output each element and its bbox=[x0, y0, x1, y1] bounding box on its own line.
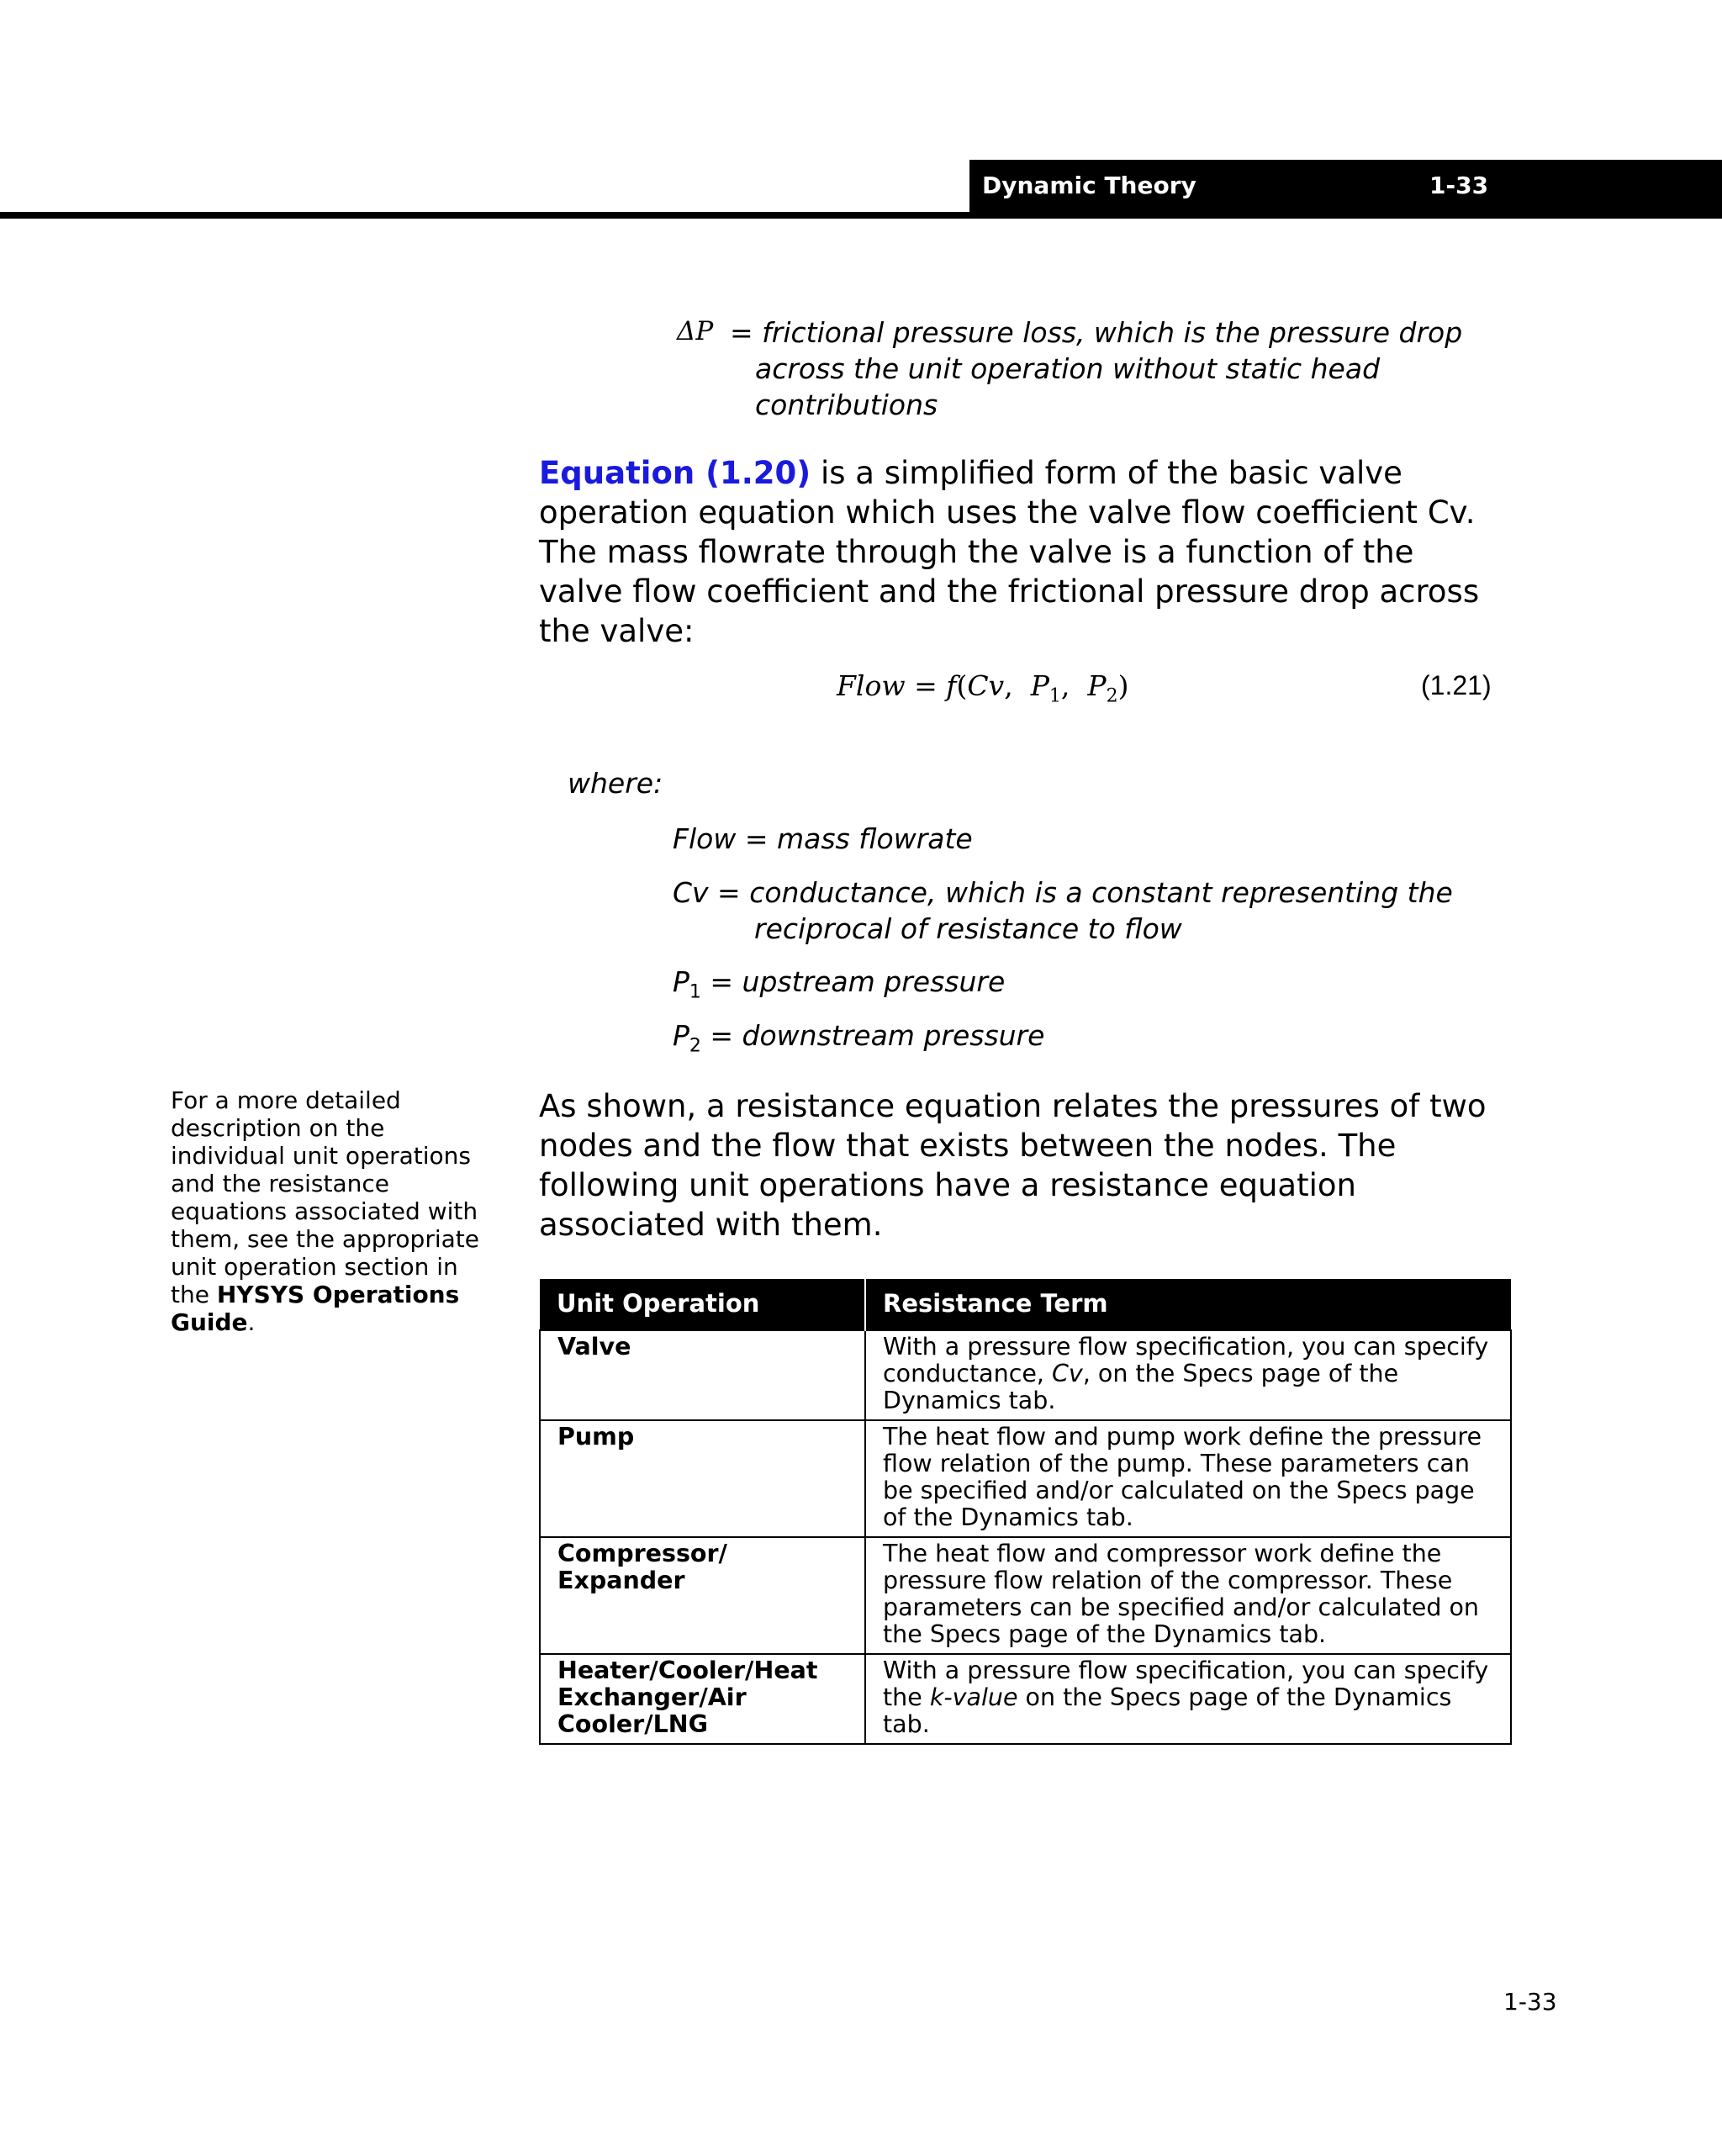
table-row bbox=[540, 1654, 1511, 1744]
cell-unit-operation: Compressor/ Expander bbox=[540, 1537, 865, 1654]
table-header-row bbox=[540, 1279, 1511, 1330]
term-text: With a pressure flow specification, you can specify conductance, bbox=[883, 1333, 1489, 1387]
term-text: With a pressure flow specification, you can specify the bbox=[883, 1657, 1489, 1711]
header-page-number: 1-33 bbox=[1429, 172, 1489, 199]
column-header-unit-operation: Unit Operation bbox=[540, 1279, 865, 1330]
resistance-table bbox=[539, 1279, 1512, 1745]
delta-p-definition-line2: across the unit operation without static head bbox=[755, 352, 1381, 385]
table-row bbox=[540, 1330, 1511, 1420]
delta-p-definition-line1: = frictional pressure loss, which is the pressure drop bbox=[730, 316, 1463, 349]
delta-p-symbol: ΔP bbox=[677, 316, 714, 346]
table-row bbox=[540, 1420, 1511, 1537]
equation-number: (1.21) bbox=[1421, 670, 1492, 700]
header-rule bbox=[0, 212, 1722, 219]
term-italic: Cv bbox=[1052, 1360, 1083, 1387]
delta-p-definition bbox=[730, 314, 1470, 423]
side-note-end: . bbox=[247, 1308, 256, 1336]
cell-unit-operation: Valve bbox=[540, 1330, 865, 1420]
term-text-end: on the Specs page of the Dynamics tab. bbox=[883, 1683, 1452, 1738]
p2-symbol: P bbox=[673, 1019, 689, 1052]
side-note-guide-reference: HYSYS Operations Guide bbox=[171, 1281, 460, 1336]
p1-subscript: 1 bbox=[689, 981, 701, 1003]
definition-flow: Flow = mass flowrate bbox=[673, 822, 973, 855]
definition-cv bbox=[673, 875, 1471, 947]
definition-cv-line1: Cv = conductance, which is a constant representing the bbox=[673, 876, 1453, 909]
cell-resistance-term bbox=[865, 1420, 1511, 1537]
cell-resistance-term bbox=[865, 1330, 1511, 1420]
footer-page-number: 1-33 bbox=[1503, 1988, 1557, 2016]
definition-cv-line2: reciprocal of resistance to flow bbox=[754, 912, 1182, 945]
delta-p-definition-line3: contributions bbox=[755, 388, 938, 421]
cell-resistance-term bbox=[865, 1537, 1511, 1654]
header-title: Dynamic Theory bbox=[982, 172, 1196, 199]
term-text: The heat flow and compressor work define the pressure flow relation of the compressor. These parameters can be specified and/or calculated on the Specs page of the Dynamics tab. bbox=[883, 1540, 1479, 1648]
term-italic: k-value bbox=[929, 1683, 1018, 1711]
definition-p2 bbox=[673, 1017, 1471, 1065]
paragraph-valve-equation bbox=[539, 453, 1506, 651]
side-note-text: For a more detailed description on the individual unit operations and the resistance equations associated with them, see the appropriate unit operation section in the bbox=[171, 1086, 479, 1308]
p1-symbol: P bbox=[673, 965, 689, 998]
column-header-resistance-term: Resistance Term bbox=[865, 1279, 1511, 1330]
paragraph-1-text: is a simplified form of the basic valve operation equation which uses the valve flow coefficient Cv. The mass flowrate through the valve is a function of the valve flow coefficient and the frictional pressure drop across the valve: bbox=[539, 455, 1480, 649]
p2-text: = downstream pressure bbox=[700, 1019, 1045, 1052]
cell-unit-operation: Heater/Cooler/Heat Exchanger/Air Cooler/LNG bbox=[540, 1654, 865, 1744]
equation-link[interactable]: Equation (1.20) bbox=[539, 455, 811, 491]
where-label: where: bbox=[568, 767, 663, 800]
p1-text: = upstream pressure bbox=[700, 965, 1006, 998]
paragraph-resistance-equation: As shown, a resistance equation relates the pressures of two nodes and the flow that exists between the nodes. The following unit operations have a resistance equation associated with them. bbox=[539, 1088, 1487, 1243]
term-text: The heat flow and pump work define the pressure flow relation of the pump. These parameters can be specified and/or calculated on the Specs page of the Dynamics tab. bbox=[883, 1423, 1482, 1531]
definition-p1 bbox=[673, 964, 1471, 1011]
equation-formula: Flow = f(Cv, $P_1$, $P_2$) bbox=[837, 669, 1129, 707]
cell-resistance-term bbox=[865, 1654, 1511, 1744]
equation-lhs: Flow bbox=[837, 669, 906, 702]
cell-unit-operation: Pump bbox=[540, 1420, 865, 1537]
p2-subscript: 2 bbox=[689, 1035, 701, 1057]
term-text-end: , on the Specs page of the Dynamics tab. bbox=[883, 1360, 1399, 1414]
table-row bbox=[540, 1537, 1511, 1654]
side-note bbox=[171, 1086, 490, 1336]
